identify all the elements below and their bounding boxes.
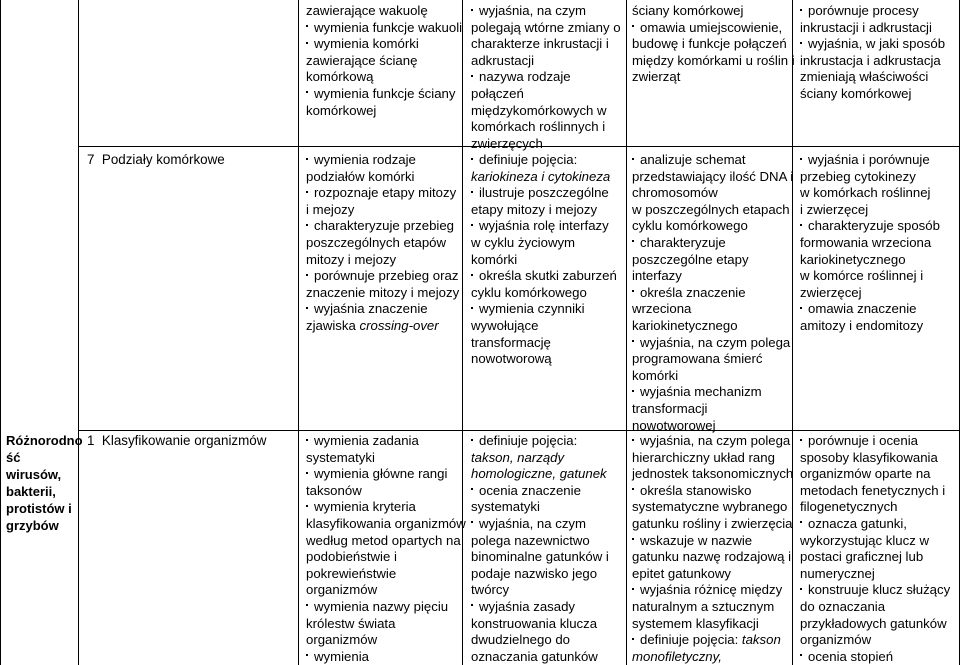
requirement-line: określa znaczenie — [632, 285, 793, 302]
requirement-line: systemem klasyfikacji — [632, 615, 759, 631]
requirement-line: transformację — [471, 334, 551, 350]
requirement-line: wymienia funkcje ściany — [306, 86, 462, 103]
requirement-line: kariokinetycznego — [800, 251, 906, 267]
requirement-line: ściany komórkowej — [800, 85, 912, 101]
requirement-line: systematyki — [471, 499, 540, 515]
bullet-icon — [800, 307, 802, 309]
requirement-line: w cyklu życiowym — [471, 234, 576, 250]
bullet-icon — [471, 224, 473, 226]
requirement-line: między komórkami u roślin i — [632, 52, 795, 68]
requirements-extended-cell — [471, 3, 621, 152]
bullet-icon — [632, 638, 634, 640]
requirement-line: analizuje schemat — [632, 152, 793, 169]
requirement-line: klasyfikowania organizmów — [306, 515, 466, 531]
bullet-icon — [471, 9, 473, 11]
requirement-line: poszczególne etapy — [632, 251, 749, 267]
requirement-line: adkrustacji — [471, 52, 535, 68]
requirement-line: i mejozy — [306, 201, 355, 217]
requirement-line: charakteryzuje przebieg — [306, 218, 459, 235]
section-label-line: bakterii, — [6, 484, 56, 499]
requirement-line: wskazuje w nazwie — [632, 533, 793, 550]
bullet-icon — [800, 158, 802, 160]
requirement-line: twórcy — [471, 582, 510, 598]
bullet-icon — [800, 224, 802, 226]
requirement-line: postaci graficznej lub — [800, 549, 924, 565]
bullet-icon — [800, 654, 802, 656]
section-label-line: Różnorodno — [6, 433, 83, 448]
bullet-icon — [632, 290, 634, 292]
bullet-icon — [306, 42, 308, 44]
row-topic-label: Podziały komórkowe — [101, 152, 225, 167]
row-topic — [87, 152, 225, 169]
requirement-line — [471, 450, 609, 467]
requirement-line: interfazy — [632, 268, 682, 284]
requirement-line: wymienia kryteria — [306, 499, 466, 516]
requirement-line: definiuje pojęcia: takson — [632, 632, 793, 649]
requirement-line: do oznaczania — [800, 598, 886, 614]
requirement-line: konstruowania klucza — [471, 615, 598, 631]
requirement-line: transformacji — [632, 400, 708, 416]
requirement-line: rozpoznaje etapy mitozy — [306, 185, 459, 202]
requirement-line: omawia znaczenie — [800, 301, 940, 318]
row-number: 7 — [87, 152, 95, 167]
requirement-line: gatunku nazwę rodzajową i — [632, 549, 792, 565]
requirement-line: oznacza gatunki, — [800, 516, 950, 533]
requirement-line: komórkowej — [306, 102, 377, 118]
requirement-line: definiuje pojęcia: — [471, 433, 609, 450]
requirement-line: organizmów — [306, 582, 378, 598]
bullet-icon — [632, 240, 634, 242]
requirement-line: określa skutki zaburzeń — [471, 268, 617, 285]
requirement-line: wymienia funkcje wakuoli — [306, 20, 462, 37]
requirement-line: podobieństwie i — [306, 549, 397, 565]
bullet-icon — [306, 224, 308, 226]
requirement-line: komórki — [632, 367, 679, 383]
requirement-line: wyjaśnia znaczenie — [306, 301, 459, 318]
bullet-icon — [632, 390, 634, 392]
requirement-line: wykorzystując klucz w — [800, 532, 929, 548]
row-divider — [78, 430, 959, 431]
requirement-line: komórki — [471, 251, 518, 267]
requirement-line: podziałów komórki — [306, 168, 415, 184]
bullet-icon — [306, 158, 308, 160]
requirement-line: polega nazewnictwo — [471, 532, 590, 548]
bullet-icon — [306, 307, 308, 309]
requirement-line: filogenetycznych — [800, 499, 898, 515]
bullet-icon — [632, 538, 634, 540]
requirement-line: charakteryzuje sposób — [800, 218, 940, 235]
bullet-icon — [471, 488, 473, 490]
requirement-line: komórkową — [306, 69, 374, 85]
requirement-line: w poszczególnych etapach — [632, 201, 790, 217]
requirement-line: nowotworową — [471, 351, 552, 367]
requirement-line: wymienia zadania — [306, 433, 466, 450]
requirement-line: wymienia czynniki — [471, 301, 617, 318]
requirement-line: wyjaśnia, w jaki sposób — [800, 36, 945, 53]
requirement-line: porównuje przebieg oraz — [306, 268, 459, 285]
requirement-line: naturalnym a sztucznym — [632, 598, 775, 614]
requirement-line: międzykomórkowych w — [471, 102, 607, 118]
bullet-icon — [632, 340, 634, 342]
requirement-line: mitozy i mejozy — [306, 251, 397, 267]
bullet-icon — [471, 521, 473, 523]
bullet-icon — [471, 604, 473, 606]
bullet-icon — [632, 158, 634, 160]
requirement-line: i zwierzęcej — [800, 201, 869, 217]
requirement-line: systematyczne wybranego — [632, 499, 788, 515]
requirement-line: wyjaśnia rolę interfazy — [471, 218, 617, 235]
requirements-extended-cell — [471, 152, 617, 368]
requirement-line: numerycznej — [800, 565, 875, 581]
requirement-line: poszczególnych etapów — [306, 234, 447, 250]
bullet-icon — [632, 588, 634, 590]
requirement-line: organizmów — [800, 632, 872, 648]
bullet-icon — [471, 439, 473, 441]
bullet-icon — [471, 307, 473, 309]
requirement-line: hierarchiczny układ rang — [632, 449, 775, 465]
bullet-icon — [632, 25, 634, 27]
table-border-left — [0, 0, 1, 665]
requirement-line: sposoby klasyfikowania — [800, 449, 938, 465]
requirement-line: ocenia stopień — [800, 649, 950, 665]
requirement-line: dwudzielnego do — [471, 632, 570, 648]
requirement-line: komórkach roślinnych i — [471, 119, 606, 135]
row-topic-label: Klasyfikowanie organizmów — [101, 433, 267, 448]
requirement-line: wywołujące — [471, 317, 539, 333]
requirement-line — [471, 169, 617, 186]
requirement-line: charakteryzuje — [632, 235, 793, 252]
requirement-line: królestw świata — [306, 615, 396, 631]
bullet-icon — [471, 75, 473, 77]
requirements-advanced-cell — [632, 3, 795, 86]
requirement-line: określa stanowisko — [632, 483, 793, 500]
term-italic: homologiczne, gatunek — [471, 466, 607, 482]
requirements-basic-cell — [306, 152, 459, 335]
requirement-line: porównuje i ocenia — [800, 433, 950, 450]
bullet-icon — [800, 588, 802, 590]
row-topic — [87, 433, 266, 450]
requirement-line: znaczenie mitozy i mejozy — [306, 284, 460, 300]
requirement-line: budowę i funkcje połączeń — [632, 36, 787, 52]
requirement-line: zwierzęcej — [800, 284, 862, 300]
requirement-line — [632, 649, 793, 665]
requirement-line: binominalne gatunków i — [471, 549, 609, 565]
term-italic: monofiletyczny, — [632, 648, 722, 664]
bullet-icon — [306, 439, 308, 441]
requirement-line: przykładowych gatunków — [800, 615, 947, 631]
requirement-line: cyklu komórkowego — [632, 218, 748, 234]
requirement-line: ściany komórkowej — [632, 3, 744, 18]
requirement-line: systematyki — [306, 449, 375, 465]
requirement-line: w komórkach roślinnej — [800, 185, 931, 201]
requirement-line: organizmów oparte na — [800, 466, 931, 482]
bullet-icon — [800, 9, 802, 11]
requirement-line: organizmów — [306, 632, 378, 648]
requirement-line: zmieniają właściwości — [800, 69, 929, 85]
requirements-excellent-cell — [800, 152, 940, 335]
requirement-line: wymienia rodzaje — [306, 152, 459, 169]
requirement-line: wymienia komórki — [306, 36, 462, 53]
term-italic: crossing-over — [359, 317, 439, 333]
requirement-line: wrzeciona — [632, 301, 692, 317]
requirement-line: oznaczania gatunków — [471, 648, 598, 664]
table-divider — [78, 0, 79, 665]
row-number: 1 — [87, 433, 95, 448]
bullet-icon — [306, 604, 308, 606]
requirement-line: metodach fenetycznych i — [800, 482, 946, 498]
requirement-line: charakterze inkrustacji i — [471, 36, 609, 52]
requirement-line: zwierzęcych — [471, 135, 543, 151]
requirement-line: polegają wtórne zmiany o — [471, 19, 621, 35]
section-label-line: protistów i — [6, 501, 72, 516]
bullet-icon — [800, 521, 802, 523]
bullet-icon — [800, 42, 802, 44]
section-label-line: ść wirusów, — [6, 450, 62, 482]
requirements-advanced-cell — [632, 433, 793, 665]
requirement-line: inkrustacji i adkrustacji — [800, 19, 932, 35]
requirement-line: formowania wrzeciona — [800, 234, 932, 250]
requirement-line: zawierające ścianę — [306, 52, 418, 68]
requirement-line: etapy mitozy i mejozy — [471, 201, 598, 217]
requirement-line: przebieg cytokinezy — [800, 168, 916, 184]
requirement-line: amitozy i endomitozy — [800, 317, 924, 333]
requirement-line: ilustruje poszczególne — [471, 185, 617, 202]
requirement-line: omawia umiejscowienie, — [632, 20, 795, 37]
bullet-icon — [306, 191, 308, 193]
bullet-icon — [306, 654, 308, 656]
term-italic: kariokineza i cytokineza — [471, 168, 611, 184]
requirement-line: wyjaśnia, na czym polega — [632, 433, 793, 450]
requirements-advanced-cell — [632, 152, 793, 434]
requirement-line: zawierające wakuolę — [306, 3, 428, 18]
requirement-line: wyjaśnia i porównuje — [800, 152, 940, 169]
term-italic: takson, narządy — [471, 449, 565, 465]
bullet-icon — [306, 505, 308, 507]
requirement-line: wyjaśnia, na czym — [471, 516, 609, 533]
requirement-line: podaje nazwisko jego — [471, 565, 598, 581]
bullet-icon — [306, 25, 308, 27]
requirement-line: połączeń — [471, 85, 524, 101]
requirement-line: wymienia — [306, 649, 466, 665]
requirement-line: w komórce roślinnej i — [800, 268, 924, 284]
requirement-line: wyjaśnia mechanizm — [632, 384, 793, 401]
requirements-excellent-cell — [800, 3, 945, 103]
requirement-line: wyjaśnia, na czym polega — [632, 335, 793, 352]
requirement-line — [471, 466, 609, 483]
bullet-icon — [632, 488, 634, 490]
bullet-icon — [306, 472, 308, 474]
table-divider — [626, 0, 627, 665]
bullet-icon — [632, 439, 634, 441]
requirement-line: programowana śmierć — [632, 351, 763, 367]
requirement-line: taksonów — [306, 482, 362, 498]
bullet-icon — [471, 191, 473, 193]
requirement-line: według metod opartych na — [306, 532, 461, 548]
requirement-line: wyjaśnia różnicę między — [632, 582, 793, 599]
requirement-line: jednostek taksonomicznych — [632, 466, 794, 482]
bullet-icon — [471, 274, 473, 276]
requirements-excellent-cell — [800, 433, 950, 665]
requirement-line: chromosomów — [632, 185, 718, 201]
requirement-line: przedstawiający ilość DNA i — [632, 168, 794, 184]
requirement-line: zwierząt — [632, 69, 681, 85]
bullet-icon — [471, 158, 473, 160]
requirement-line: wymienia główne rangi — [306, 466, 466, 483]
requirement-line: ocenia znaczenie — [471, 483, 609, 500]
requirements-extended-cell — [471, 433, 609, 665]
requirement-line: cyklu komórkowego — [471, 284, 587, 300]
requirement-line: pokrewieństwie — [306, 565, 397, 581]
requirement-line: wymienia nazwy pięciu — [306, 599, 466, 616]
requirement-line: gatunku rośliny i zwierzęcia — [632, 515, 793, 531]
requirement-line: konstruuje klucz służący — [800, 582, 950, 599]
requirement-line: nowotworowej — [632, 417, 716, 433]
bullet-icon — [800, 439, 802, 441]
requirement-line: wyjaśnia, na czym — [471, 3, 621, 20]
bullet-icon — [306, 91, 308, 93]
requirement-line: porównuje procesy — [800, 3, 945, 20]
requirements-basic-cell — [306, 3, 462, 119]
requirement-line: kariokinetycznego — [632, 317, 738, 333]
table-divider — [298, 0, 299, 665]
section-label-line: grzybów — [6, 518, 59, 533]
requirements-basic-cell — [306, 433, 466, 665]
requirement-line: nazywa rodzaje — [471, 69, 621, 86]
requirement-line: wyjaśnia zasady — [471, 599, 609, 616]
term-italic: takson — [741, 632, 781, 648]
section-label — [6, 432, 83, 534]
bullet-icon — [306, 274, 308, 276]
requirement-line: inkrustacja i adkrustacja — [800, 52, 941, 68]
requirement-line: definiuje pojęcia: — [471, 152, 617, 169]
requirement-line: zjawiska crossing-over — [306, 317, 439, 333]
requirement-line: epitet gatunkowy — [632, 565, 731, 581]
